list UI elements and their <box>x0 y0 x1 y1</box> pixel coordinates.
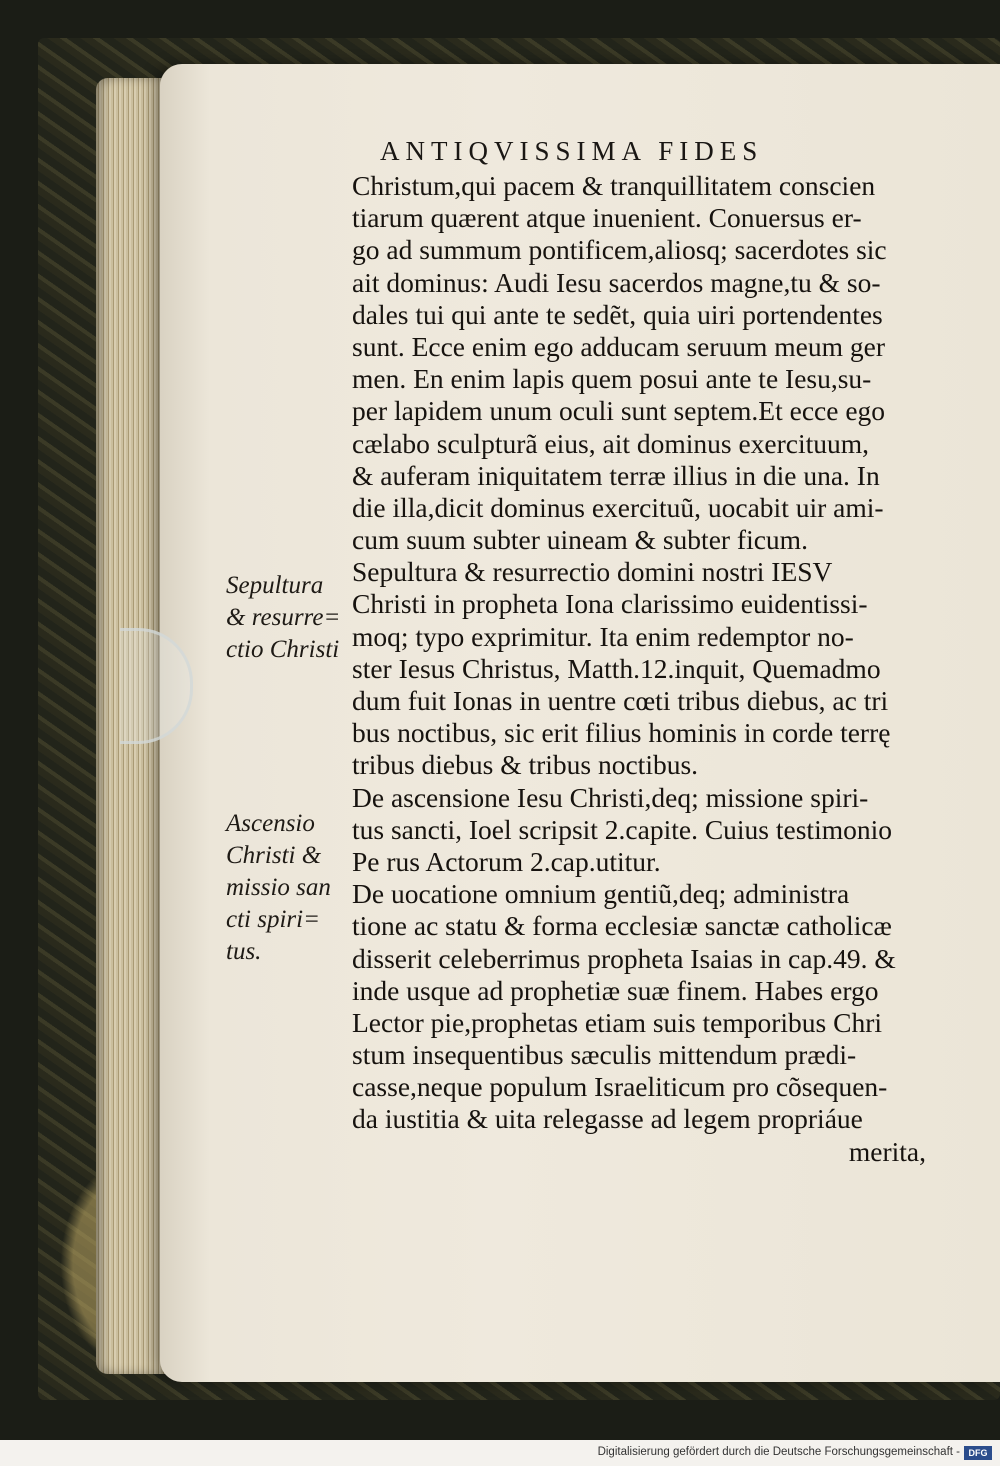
body-text <box>352 170 942 1168</box>
text-line: De ascensione Iesu Christi,deq; missione spiri- <box>352 781 869 813</box>
text-line: dum fuit Ionas in uentre cœti tribus diebus, ac tri <box>352 685 889 716</box>
text-line: sunt. Ecce enim ego adducam seruum meum ger <box>352 330 886 362</box>
text-line: tiarum quærent atque inuenient. Conuersus er- <box>352 202 862 234</box>
text-line: casse,neque populum Israeliticum pro cõsequen- <box>352 1071 888 1103</box>
dfg-logo: DFG <box>964 1446 992 1460</box>
text-line: bus noctibus, sic erit filius hominis in corde terrę <box>352 717 891 749</box>
text-line: moq; typo exprimitur. Ita enim redemptor no- <box>352 620 854 652</box>
margin-note-sepultura <box>226 570 352 666</box>
text-line: disserit celeberrimus propheta Isaias in cap.49. & <box>352 942 896 974</box>
text-line: tribus diebus & tribus noctibus. <box>352 749 699 781</box>
text-line: ait dominus: Audi Iesu sacerdos magne,tu & so- <box>352 266 881 298</box>
text-line: ster Iesus Christus, Matth.12.inquit, Quemadmo <box>352 652 881 684</box>
margin-note-line: Sepultura <box>226 572 324 599</box>
margin-note-line: Christi & <box>226 842 322 869</box>
text-line: tus sancti, Ioel scripsit 2.capite. Cuius testimonio <box>352 813 892 845</box>
text-line: per lapidem unum oculi sunt septem.Et ecce ego <box>352 395 886 427</box>
text-line: dales tui qui ante te sedẽt, quia uiri portendentes <box>352 298 883 330</box>
margin-note-line: missio san <box>226 874 331 901</box>
margin-note-line: & resurre= <box>226 604 341 631</box>
footer-credit: Digitalisierung gefördert durch die Deutsche Forschungsgemeinschaft - <box>597 1446 960 1458</box>
text-line: Pe rus Actorum 2.cap.utitur. <box>352 845 661 877</box>
running-head: ANTIQVISSIMA FIDES <box>380 136 764 166</box>
text-line: stum insequentibus sæculis mittendum prædi- <box>352 1039 857 1071</box>
text-line: die illa,dicit dominus exercituũ, uocabit uir ami- <box>352 491 884 523</box>
text-line: tione ac statu & forma ecclesiæ sanctæ catholicæ <box>352 910 892 942</box>
text-line: go ad summum pontificem,aliosq; sacerdotes sic <box>352 234 887 266</box>
text-line: da iustitia & uita relegasse ad legem propriáue <box>352 1103 863 1135</box>
text-line: De uocatione omnium gentiũ,deq; administra <box>352 878 850 910</box>
text-line: men. En enim lapis quem posui ante te Iesu,su- <box>352 363 872 395</box>
text-line: Christum,qui pacem & tranquillitatem conscien <box>352 170 876 201</box>
margin-note-line: ctio Christi <box>226 636 340 663</box>
footer <box>0 1440 1000 1466</box>
text-line: cum suum subter uineam & subter ficum. <box>352 524 808 556</box>
text-line: Lector pie,prophetas etiam suis temporibus Chri <box>352 1006 883 1038</box>
margin-note-line: cti spiri= <box>226 906 320 933</box>
text-line: inde usque ad prophetiæ suæ finem. Habes ergo <box>352 974 879 1006</box>
text-line: & auferam iniquitatem terræ illius in die una. In <box>352 459 880 491</box>
margin-note-line: tus. <box>226 938 262 965</box>
text-line: merita, <box>848 1135 926 1167</box>
margin-note-ascensio <box>226 808 352 968</box>
text-line: cælabo sculpturã eius, ait dominus exercituum, <box>352 427 870 459</box>
text-line: Christi in propheta Iona clarissimo euidentissi- <box>352 588 868 620</box>
text-line: Sepultura & resurrectio domini nostri IESV <box>352 556 833 588</box>
margin-note-line: Ascensio <box>226 810 315 837</box>
